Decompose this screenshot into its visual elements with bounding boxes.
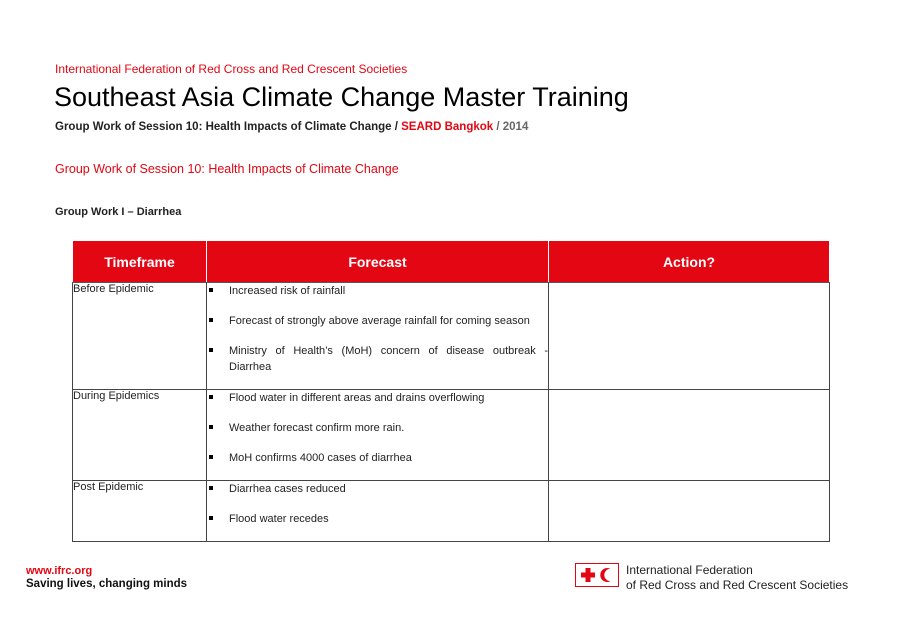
timeframe-cell: During Epidemics	[73, 390, 207, 481]
forecast-item: Flood water recedes	[207, 511, 548, 527]
timeframe-cell: Before Epidemic	[73, 283, 207, 390]
subtitle-session: Group Work of Session 10: Health Impacts of Climate Change /	[55, 121, 402, 133]
timeframe-cell: Post Epidemic	[73, 481, 207, 542]
table-row	[73, 283, 830, 390]
forecast-cell	[207, 283, 549, 390]
forecast-item: Forecast of strongly above average rainfall for coming season	[207, 313, 548, 329]
subtitle-year: / 2014	[493, 121, 529, 133]
forecast-item: Flood water in different areas and drains overflowing	[207, 390, 548, 406]
forecast-list	[207, 481, 548, 527]
document-subtitle	[55, 121, 528, 133]
session-heading: Group Work of Session 10: Health Impacts of Climate Change	[55, 162, 399, 176]
crescent-icon	[599, 567, 615, 583]
forecast-list	[207, 390, 548, 466]
footer-contact	[26, 565, 187, 590]
forecast-cell	[207, 390, 549, 481]
action-cell[interactable]	[549, 481, 830, 542]
action-cell[interactable]	[549, 283, 830, 390]
forecast-item: Increased risk of rainfall	[207, 283, 548, 299]
subtitle-location: SEARD Bangkok	[401, 121, 494, 133]
logo-text-line1: International Federation	[626, 563, 753, 577]
website-link[interactable]: www.ifrc.org	[26, 565, 93, 577]
column-header-forecast: Forecast	[207, 241, 549, 283]
table-row	[73, 481, 830, 542]
forecast-item: Ministry of Health’s (MoH) concern of disease outbreak - Diarrhea	[207, 343, 548, 375]
forecast-list	[207, 283, 548, 375]
page-title: Southeast Asia Climate Change Master Training	[54, 82, 629, 112]
forecast-cell	[207, 481, 549, 542]
logo-text-line2: of Red Cross and Red Crescent Societies	[626, 578, 849, 592]
logo-text	[626, 563, 848, 593]
ifrc-logo	[575, 563, 848, 593]
action-cell[interactable]	[549, 390, 830, 481]
footer-slogan: Saving lives, changing minds	[26, 578, 188, 590]
table-header-row	[73, 241, 830, 283]
forecast-item: MoH confirms 4000 cases of diarrhea	[207, 450, 548, 466]
forecast-item: Weather forecast confirm more rain.	[207, 420, 548, 436]
group-work-heading: Group Work I – Diarrhea	[55, 206, 182, 218]
column-header-timeframe: Timeframe	[73, 241, 207, 283]
cross-icon	[580, 567, 596, 583]
column-header-action: Action?	[549, 241, 830, 283]
forecast-item: Diarrhea cases reduced	[207, 481, 548, 497]
group-work-table	[72, 240, 830, 542]
table-row	[73, 390, 830, 481]
emblem	[575, 563, 619, 587]
organization-name: International Federation of Red Cross and Red Crescent Societies	[55, 62, 408, 76]
